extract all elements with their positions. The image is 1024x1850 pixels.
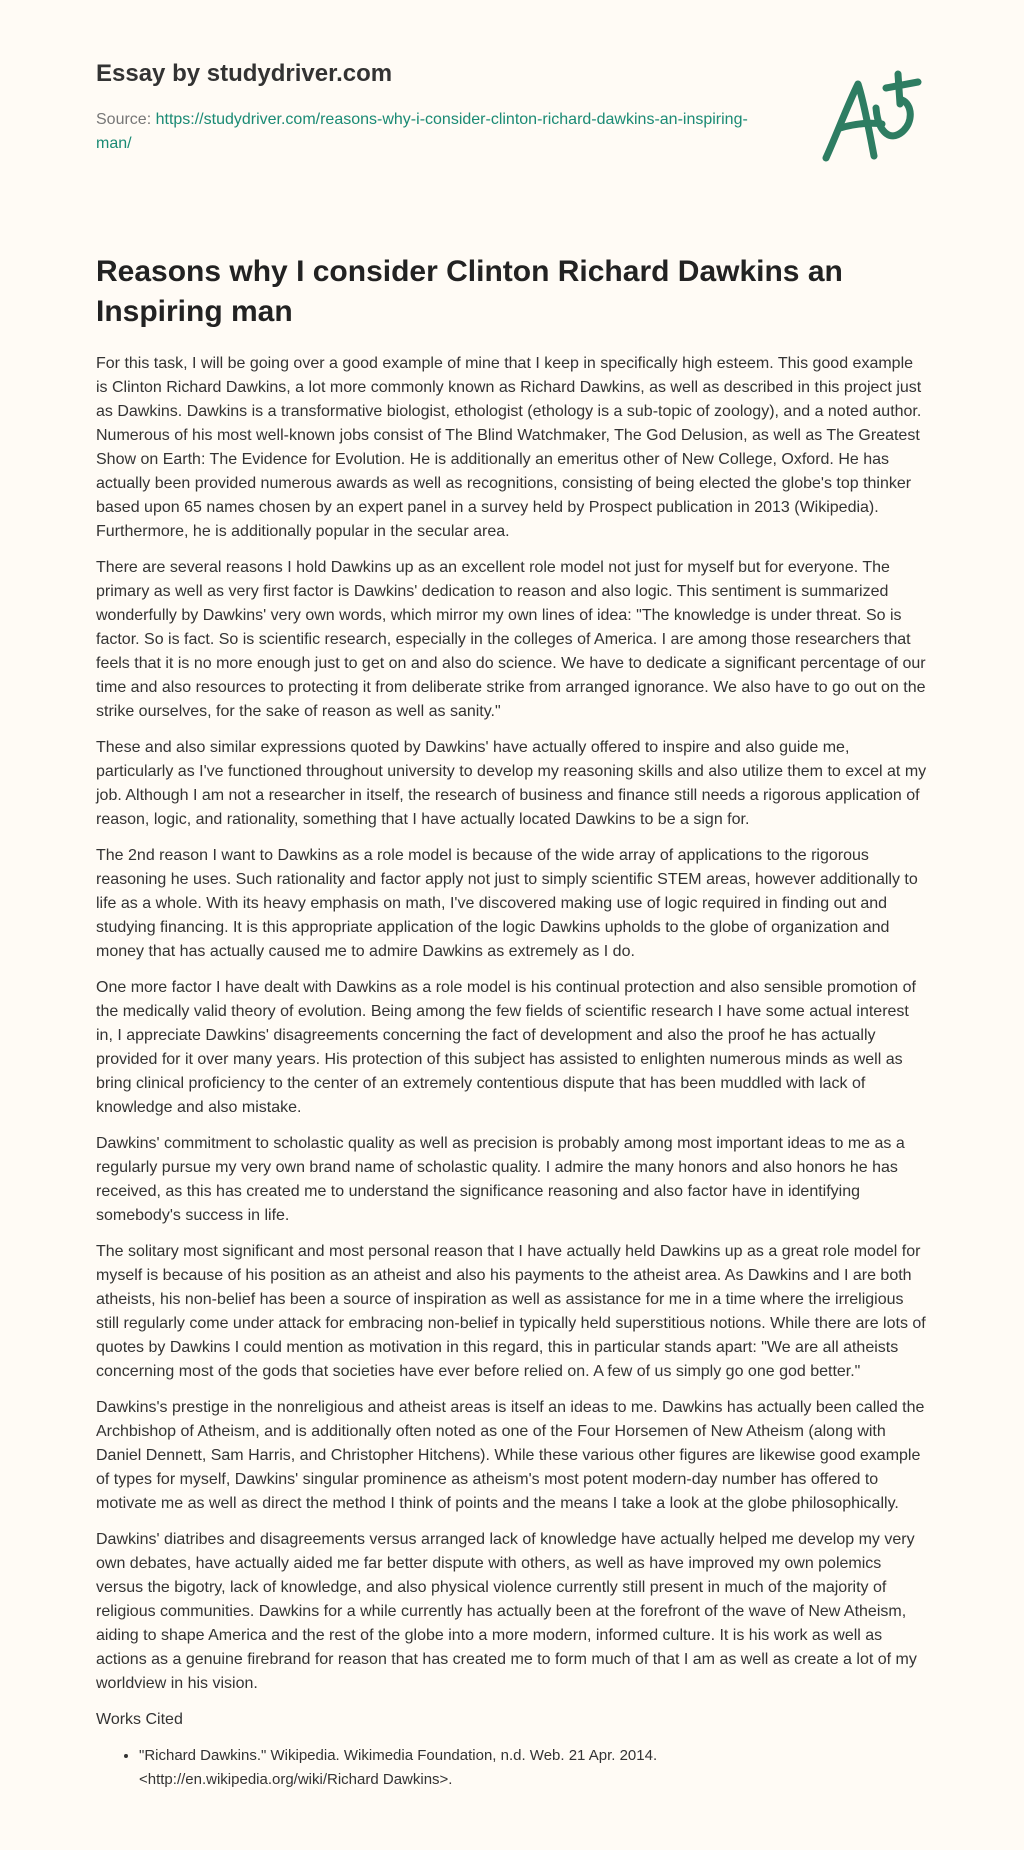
works-cited-item: • "Richard Dawkins." Wikipedia. Wikimedia Foundation, n.d. Web. 21 Apr. 2014. <http://en.wikipedia.org/wiki/Richard Dawkins>. <box>139 1744 659 1792</box>
site-title: Essay by studydriver.com <box>96 60 393 87</box>
paragraph: The solitary most significant and most personal reason that I have actually held Dawkins up as a great role model for myself is because of his position as an atheist and also his payments to the atheist area. As Dawkins and I are both atheists, his non-belief has been a source of inspiration as well as assistance for me in a time where the irreligious still regularly come under attack for embracing non-belief in typically held superstitious notions. While there are lots of quotes by Dawkins I could mention as motivation in this regard, this in particular stands apart: "We are all atheists concerning most of the gods that societies have ever before relied on. A few of us simply go one god better." <box>96 1243 926 1380</box>
paragraph: One more factor I have dealt with Dawkins as a role model is his continual protection and also sensible promotion of the medically valid theory of evolution. Being among the few fields of scientific research I have some actual interest in, I appreciate Dawkins' disagreements concerning the fact of development and also the proof he has actually provided for it over many years. His protection of this subject has assisted to enlighten numerous minds as well as bring clinical proficiency to the center of an extremely contentious dispute that has been muddled with lack of knowledge and also mistake. <box>96 979 916 1116</box>
page-header <box>96 0 928 200</box>
essay-title: Reasons why I consider Clinton Richard Dawkins an Inspiring man <box>96 255 843 328</box>
paragraph: The 2nd reason I want to Dawkins as a role model is because of the wide array of applications to the rigorous reasoning he uses. Such rationality and factor apply not just to simply scientific STEM areas, however additionally to life as a whole. With its heavy emphasis on math, I've discovered making use of logic required in finding out and studying financing. It is this appropriate application of the logic Dawkins upholds to the globe of organization and money that has actually caused me to admire Dawkins as extremely as I do. <box>96 847 918 960</box>
essay-page <box>96 0 928 1788</box>
works-cited-list <box>96 1744 928 1792</box>
paragraph: These and also similar expressions quoted by Dawkins' have actually offered to inspire and also guide me, particularly as I've functioned throughout university to develop my reasoning skills and also utilize them to excel at my job. Although I am not a researcher in itself, the research of business and finance still needs a rigorous application of reason, logic, and rationality, something that I have actually located Dawkins to be a sign for. <box>96 739 927 828</box>
paragraph: Dawkins' diatribes and disagreements versus arranged lack of knowledge have actually helped me develop my very own debates, have actually aided me far better dispute with others, as well as have improved my own polemics versus the bigotry, lack of knowledge, and also physical violence currently still present in much of the majority of religious communities. Dawkins for a while currently has actually been at the forefront of the wave of New Atheism, aiding to shape America and the rest of the globe into a more modern, informed culture. It is his work as well as actions as a genuine firebrand for reason that has created me to form much of that I am as well as create a lot of my worldview in his vision. <box>96 1531 917 1692</box>
source-line <box>96 108 776 156</box>
paragraph: For this task, I will be going over a good example of mine that I keep in specifically high esteem. This good example is Clinton Richard Dawkins, a lot more commonly known as Richard Dawkins, as well as described in this project just as Dawkins. Dawkins is a transformative biologist, ethologist (ethology is a sub-topic of zoology), and a noted author. Numerous of his most well-known jobs consist of The Blind Watchmaker, The God Delusion, as well as The Greatest Show on Earth: The Evidence for Evolution. He is additionally an emeritus other of New College, Oxford. He has actually been provided numerous awards as well as recognitions, consisting of being elected the globe's top thinker based upon 65 names chosen by an expert panel in a survey held by Prospect publication in 2013 (Wikipedia). Furthermore, he is additionally popular in the secular area. <box>96 355 922 540</box>
paragraph: Dawkins's prestige in the nonreligious and atheist areas is itself an ideas to me. Dawkins has actually been called the Archbishop of Atheism, and is additionally often noted as one of the Four Horsemen of New Atheism (along with Daniel Dennett, Sam Harris, and Christopher Hitchens). While these various other figures are likewise good example of types for myself, Dawkins' singular prominence as atheism's most potent modern-day number has offered to motivate me as well as direct the method I think of points and the means I take a look at the globe philosophically. <box>96 1399 925 1512</box>
a-plus-logo-icon <box>818 66 926 166</box>
essay-body <box>96 352 928 1792</box>
source-label: Source: <box>96 111 156 128</box>
source-link[interactable]: https://studydriver.com/reasons-why-i-consider-clinton-richard-dawkins-an-inspiring-man/ <box>96 111 748 152</box>
paragraph: There are several reasons I hold Dawkins up as an excellent role model not just for myself but for everyone. The primary as well as very first factor is Dawkins' dedication to reason and also logic. This sentiment is summarized wonderfully by Dawkins' very own words, which mirror my own lines of idea: "The knowledge is under threat. So is factor. So is fact. So is scientific research, especially in the colleges of America. I are among those researchers that feels that it is no more enough just to get on and also do science. We have to dedicate a significant percentage of our time and also resources to protecting it from deliberate strike from arranged ignorance. We also have to go out on the strike ourselves, for the sake of reason as well as sanity." <box>96 559 926 720</box>
paragraph: Dawkins' commitment to scholastic quality as well as precision is probably among most important ideas to me as a regularly pursue my very own brand name of scholastic quality. I admire the many honors and also honors he has received, as this has created me to understand the significance reasoning and also factor have in identifying somebody's success in life. <box>96 1135 905 1224</box>
works-cited-heading: Works Cited <box>96 1711 183 1728</box>
